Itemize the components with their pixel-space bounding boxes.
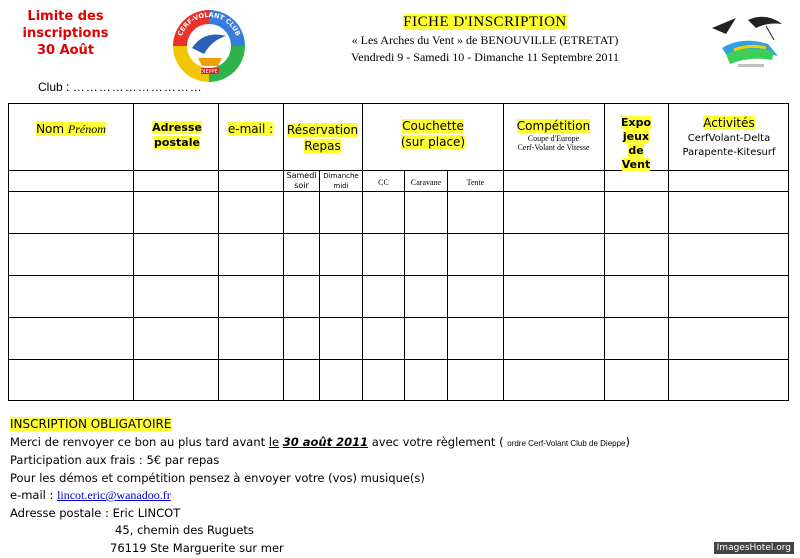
address-line-2: 45, chemin des Ruguets <box>115 523 254 537</box>
row-divider <box>9 170 788 171</box>
event-dates: Vendredi 9 - Samedi 10 - Dimanche 11 Septembre 2011 <box>350 50 620 64</box>
event-logo <box>708 14 792 76</box>
activites-line-1: CerfVolant-Delta <box>687 133 771 144</box>
competition-note-2: Cerf-Volant de Vitesse <box>517 143 590 152</box>
header-activites: Activités CerfVolant-Delta Parapente-Kitesurf <box>668 116 790 160</box>
header-competition: Compétition Coupe d'Europe Cerf-Volant de Vitesse <box>503 119 604 152</box>
email-line: e-mail : lincot.eric@wanadoo.fr <box>10 488 171 502</box>
club-dots: ………………………… <box>72 80 203 94</box>
subheader-dimanche: Dimanche midi <box>323 172 359 190</box>
competition-note-1: Coupe d'Europe <box>527 134 580 143</box>
event-name: « Les Arches du Vent » de BENOUVILLE (ETRETAT) <box>351 33 619 47</box>
subheader-samedi: Samedi soir <box>286 171 317 190</box>
address-line-1: Adresse postale : Eric LINCOT <box>10 505 181 520</box>
table-row[interactable] <box>9 318 788 359</box>
fees-line: Participation aux frais : 5€ par repas <box>10 453 220 467</box>
registration-info <box>10 416 630 557</box>
subheader-caravane: Caravane <box>410 178 442 187</box>
registration-table <box>8 103 789 401</box>
club-logo-text: CERF-VOLANT CLUB <box>176 10 242 38</box>
activites-line-2: Parapente-Kitesurf <box>682 147 776 158</box>
table-row[interactable] <box>9 360 788 401</box>
header-repas: Réservation Repas <box>286 123 359 153</box>
deadline-line-2: inscriptions <box>22 26 109 41</box>
header-adresse: Adresse postale <box>152 121 202 149</box>
header-nom-prenom: Nom Prénom <box>36 122 106 136</box>
deadline-line: Merci de renvoyer ce bon au plus tard avant le 30 août 2011 avec votre règlement ( ordre Cerf-Volant Club de Dieppe) <box>10 434 631 449</box>
table-row[interactable] <box>9 234 788 275</box>
club-logo-sub: DIEPPE <box>200 69 218 75</box>
header-couchette: Couchette (sur place) <box>400 119 466 149</box>
subheader-tente: Tente <box>466 178 485 187</box>
table-row[interactable] <box>9 276 788 317</box>
deadline-line-1: Limite des <box>27 9 104 24</box>
email-link[interactable]: lincot.eric@wanadoo.fr <box>57 488 171 502</box>
mandatory-heading: INSCRIPTION OBLIGATOIRE <box>10 417 172 431</box>
subheader-cc: CC <box>378 178 389 187</box>
club-logo <box>168 6 250 86</box>
form-title: FICHE D'INSCRIPTION <box>403 14 567 30</box>
club-label: Club : <box>38 80 73 94</box>
header-email: e-mail : <box>227 122 274 136</box>
address-line-3: 76119 Ste Marguerite sur mer <box>110 540 284 555</box>
deadline-line-3: 30 Août <box>36 43 95 58</box>
watermark: ImagesHotel.org <box>714 542 794 554</box>
header-expo: Expo jeux de Vent <box>620 116 652 171</box>
music-line: Pour les démos et compétition pensez à envoyer votre (vos) musique(s) <box>10 470 425 485</box>
table-row[interactable] <box>9 192 788 233</box>
deadline-notice <box>18 8 113 59</box>
form-title-block <box>300 14 670 65</box>
